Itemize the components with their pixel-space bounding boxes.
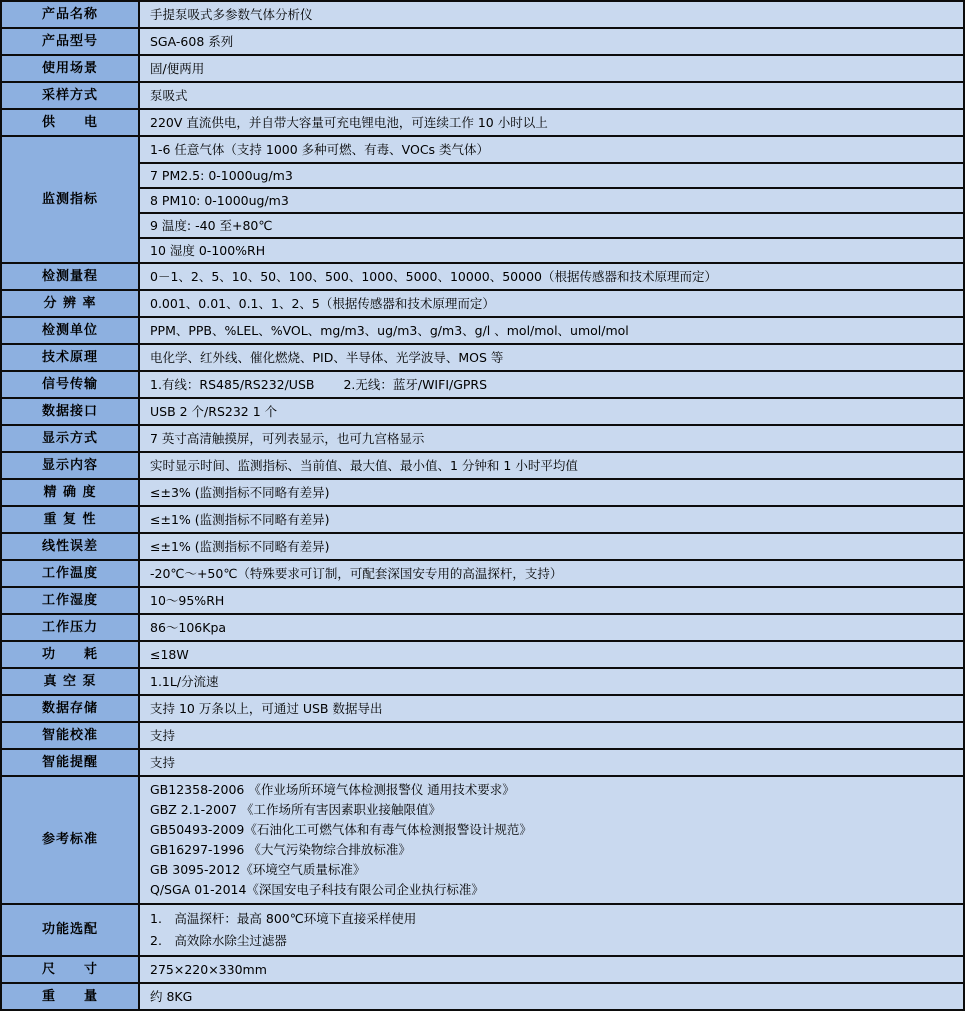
spec-row	[2, 370, 963, 397]
spec-row	[2, 478, 963, 505]
row-value: -20℃～+50℃（特殊要求可订制，可配套深国安专用的高温探杆，支持）	[140, 561, 963, 586]
spec-row	[2, 903, 963, 955]
row-label: 功 耗	[2, 642, 140, 667]
row-value: 支持	[140, 750, 963, 775]
row-label: 检测单位	[2, 318, 140, 343]
value-line: GB50493-2009《石油化工可燃气体和有毒气体检测报警设计规范》	[150, 822, 532, 837]
spec-row	[2, 505, 963, 532]
row-label: 重 复 性	[2, 507, 140, 532]
row-label: 智能校准	[2, 723, 140, 748]
spec-row	[2, 289, 963, 316]
spec-row	[2, 424, 963, 451]
spec-row	[2, 81, 963, 108]
row-value-group	[140, 137, 963, 262]
spec-row	[2, 613, 963, 640]
spec-row	[2, 721, 963, 748]
row-label: 数据接口	[2, 399, 140, 424]
row-value: ≤±1% (监测指标不同略有差异)	[140, 507, 963, 532]
row-label: 信号传输	[2, 372, 140, 397]
row-label: 参考标准	[2, 777, 140, 903]
row-label: 真 空 泵	[2, 669, 140, 694]
row-value: SGA-608 系列	[140, 29, 963, 54]
value-line: GB 3095-2012《环境空气质量标准》	[150, 862, 366, 877]
row-value: 约 8KG	[140, 984, 963, 1009]
spec-row	[2, 559, 963, 586]
spec-row	[2, 108, 963, 135]
row-value: 7 英寸高清触摸屏，可列表显示，也可九宫格显示	[140, 426, 963, 451]
row-subvalue: 9 温度: -40 至+80℃	[140, 212, 963, 237]
row-label: 尺 寸	[2, 957, 140, 982]
spec-row	[2, 955, 963, 982]
value-line: Q/SGA 01-2014《深国安电子科技有限公司企业执行标准》	[150, 882, 484, 897]
spec-row	[2, 640, 963, 667]
value-line: 1. 高温探杆：最高 800℃环境下直接采样使用	[150, 911, 417, 926]
row-value: 电化学、红外线、催化燃烧、PID、半导体、光学波导、MOS 等	[140, 345, 963, 370]
spec-row	[2, 694, 963, 721]
row-label: 显示内容	[2, 453, 140, 478]
row-value	[140, 905, 963, 955]
row-value: 220V 直流供电，并自带大容量可充电锂电池，可连续工作 10 小时以上	[140, 110, 963, 135]
row-label: 线性误差	[2, 534, 140, 559]
row-label: 使用场景	[2, 56, 140, 81]
row-value: 1.1L/分流速	[140, 669, 963, 694]
row-value: 支持 10 万条以上，可通过 USB 数据导出	[140, 696, 963, 721]
row-label: 精 确 度	[2, 480, 140, 505]
row-value: 275×220×330mm	[140, 957, 963, 982]
spec-row	[2, 532, 963, 559]
row-value: 手提泵吸式多参数气体分析仪	[140, 2, 963, 27]
row-label: 检测量程	[2, 264, 140, 289]
row-value: 0－1、2、5、10、50、100、500、1000、5000、10000、50000（根据传感器和技术原理而定）	[140, 264, 963, 289]
row-subvalue: 8 PM10: 0-1000ug/m3	[140, 187, 963, 212]
row-value: USB 2 个/RS232 1 个	[140, 399, 963, 424]
row-value: ≤±1% (监测指标不同略有差异)	[140, 534, 963, 559]
row-label: 监测指标	[2, 137, 140, 262]
value-line: 2. 高效除水除尘过滤器	[150, 933, 287, 948]
row-label: 数据存储	[2, 696, 140, 721]
value-line: GB12358-2006 《作业场所环境气体检测报警仪 通用技术要求》	[150, 782, 515, 797]
row-value: 实时显示时间、监测指标、当前值、最大值、最小值、1 分钟和 1 小时平均值	[140, 453, 963, 478]
row-label: 工作压力	[2, 615, 140, 640]
row-subvalue: 1-6 任意气体（支持 1000 多种可燃、有毒、VOCs 类气体）	[150, 141, 490, 157]
row-subvalue: 10 湿度 0-100%RH	[140, 237, 963, 262]
row-label: 工作湿度	[2, 588, 140, 613]
row-label: 智能提醒	[2, 750, 140, 775]
row-value: 支持	[140, 723, 963, 748]
row-label: 工作温度	[2, 561, 140, 586]
spec-row	[2, 451, 963, 478]
row-value: 0.001、0.01、0.1、1、2、5（根据传感器和技术原理而定）	[140, 291, 963, 316]
spec-row	[2, 316, 963, 343]
row-label: 产品型号	[2, 29, 140, 54]
spec-row	[2, 586, 963, 613]
row-subvalue: 7 PM2.5: 0-1000ug/m3	[140, 162, 963, 187]
row-label: 分 辨 率	[2, 291, 140, 316]
spec-row	[2, 667, 963, 694]
row-label: 功能选配	[2, 905, 140, 955]
row-value: 10～95%RH	[140, 588, 963, 613]
row-value: 泵吸式	[140, 83, 963, 108]
value-line: GBZ 2.1-2007 《工作场所有害因素职业接触限值》	[150, 802, 441, 817]
spec-row	[2, 397, 963, 424]
row-label: 重 量	[2, 984, 140, 1009]
spec-row	[2, 262, 963, 289]
row-value: ≤18W	[140, 642, 963, 667]
row-label: 技术原理	[2, 345, 140, 370]
row-value	[140, 777, 963, 903]
row-value: 86～106Kpa	[140, 615, 963, 640]
spec-row	[2, 27, 963, 54]
value-line: GB16297-1996 《大气污染物综合排放标准》	[150, 842, 411, 857]
row-label: 供 电	[2, 110, 140, 135]
row-label: 产品名称	[2, 2, 140, 27]
spec-row	[2, 982, 963, 1009]
row-value: 1.有线：RS485/RS232/USB 2.无线：蓝牙/WIFI/GPRS	[140, 372, 963, 397]
spec-row	[2, 54, 963, 81]
row-label: 采样方式	[2, 83, 140, 108]
spec-row	[2, 775, 963, 903]
row-label: 显示方式	[2, 426, 140, 451]
row-value: PPM、PPB、%LEL、%VOL、mg/m3、ug/m3、g/m3、g/l 、mol/mol、umol/mol	[140, 318, 963, 343]
row-value: 固/便两用	[140, 56, 963, 81]
row-value: ≤±3% (监测指标不同略有差异)	[140, 480, 963, 505]
spec-row	[2, 748, 963, 775]
spec-row	[2, 2, 963, 27]
spec-row	[2, 135, 963, 262]
spec-row	[2, 343, 963, 370]
